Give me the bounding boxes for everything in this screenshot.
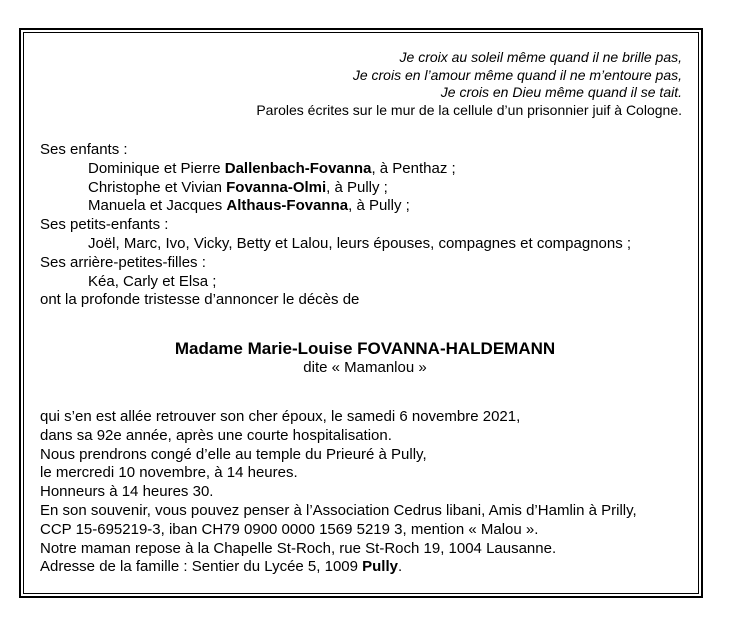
- detail-line: Nous prendrons congé d’elle au temple du Prieuré à Pully,: [40, 445, 427, 463]
- detail-line: Honneurs à 14 heures 30.: [40, 483, 214, 501]
- family-address: [40, 558, 637, 577]
- detail-line: dans sa 92e année, après une courte hospitalisation.: [40, 426, 392, 444]
- deceased-nickname: dite « Mamanlou »: [303, 359, 427, 376]
- children-heading: Ses enfants :: [40, 141, 128, 158]
- address-end: .: [398, 558, 403, 576]
- child-entry: [40, 179, 631, 198]
- details: [40, 408, 637, 577]
- epigraph-line: Je crois en l’amour même quand il ne m’entoure pas,: [352, 66, 682, 83]
- child-location: , à Pully ;: [348, 197, 410, 215]
- address-city: Pully: [362, 558, 398, 576]
- child-entry: [40, 160, 631, 179]
- child-names: Manuela et Jacques: [88, 197, 227, 215]
- child-surname: Dallenbach-Fovanna: [224, 159, 372, 177]
- detail-line: le mercredi 10 novembre, à 14 heures.: [40, 464, 298, 482]
- great-grandchildren-heading: Ses arrière-petites-filles :: [40, 253, 206, 271]
- child-location: , à Penthaz ;: [371, 159, 456, 177]
- child-location: , à Pully ;: [326, 178, 388, 196]
- child-surname: Althaus-Fovanna: [226, 197, 349, 215]
- announcement-line: ont la profonde tristesse d’annoncer le décès de: [40, 291, 360, 309]
- detail-line: En son souvenir, vous pouvez penser à l’Association Cedrus libani, Amis d’Hamlin à Prilly,: [40, 501, 637, 519]
- child-names: Dominique et Pierre: [88, 159, 225, 177]
- epigraph-source: Paroles écrites sur le mur de la cellule d’un prisonnier juif à Cologne.: [256, 101, 682, 118]
- epigraph: [256, 49, 682, 119]
- deceased-name: Madame Marie-Louise FOVANNA-HALDEMANN: [174, 339, 556, 358]
- child-surname: Fovanna-Olmi: [226, 178, 327, 196]
- great-grandchildren-list: Kéa, Carly et Elsa ;: [88, 272, 217, 290]
- child-names: Christophe et Vivian: [88, 178, 227, 196]
- grandchildren-list: Joël, Marc, Ivo, Vicky, Betty et Lalou, leurs épouses, compagnes et compagnons ;: [88, 234, 632, 252]
- detail-line: qui s’en est allée retrouver son cher époux, le samedi 6 novembre 2021,: [40, 408, 521, 425]
- epigraph-line: Je crois en Dieu même quand il se tait.: [440, 84, 682, 100]
- address-text: Adresse de la famille : Sentier du Lycée 5, 1009: [40, 558, 363, 576]
- detail-line: Notre maman repose à la Chapelle St-Roch, rue St-Roch 19, 1004 Lausanne.: [40, 539, 557, 557]
- family-list: [40, 141, 631, 310]
- epigraph-line: Je croix au soleil même quand il ne brille pas,: [399, 49, 682, 65]
- grandchildren-heading: Ses petits-enfants :: [40, 216, 169, 234]
- child-entry: [40, 197, 631, 216]
- detail-line: CCP 15-695219-3, iban CH79 0900 0000 1569 5219 3, mention « Malou ».: [40, 520, 539, 538]
